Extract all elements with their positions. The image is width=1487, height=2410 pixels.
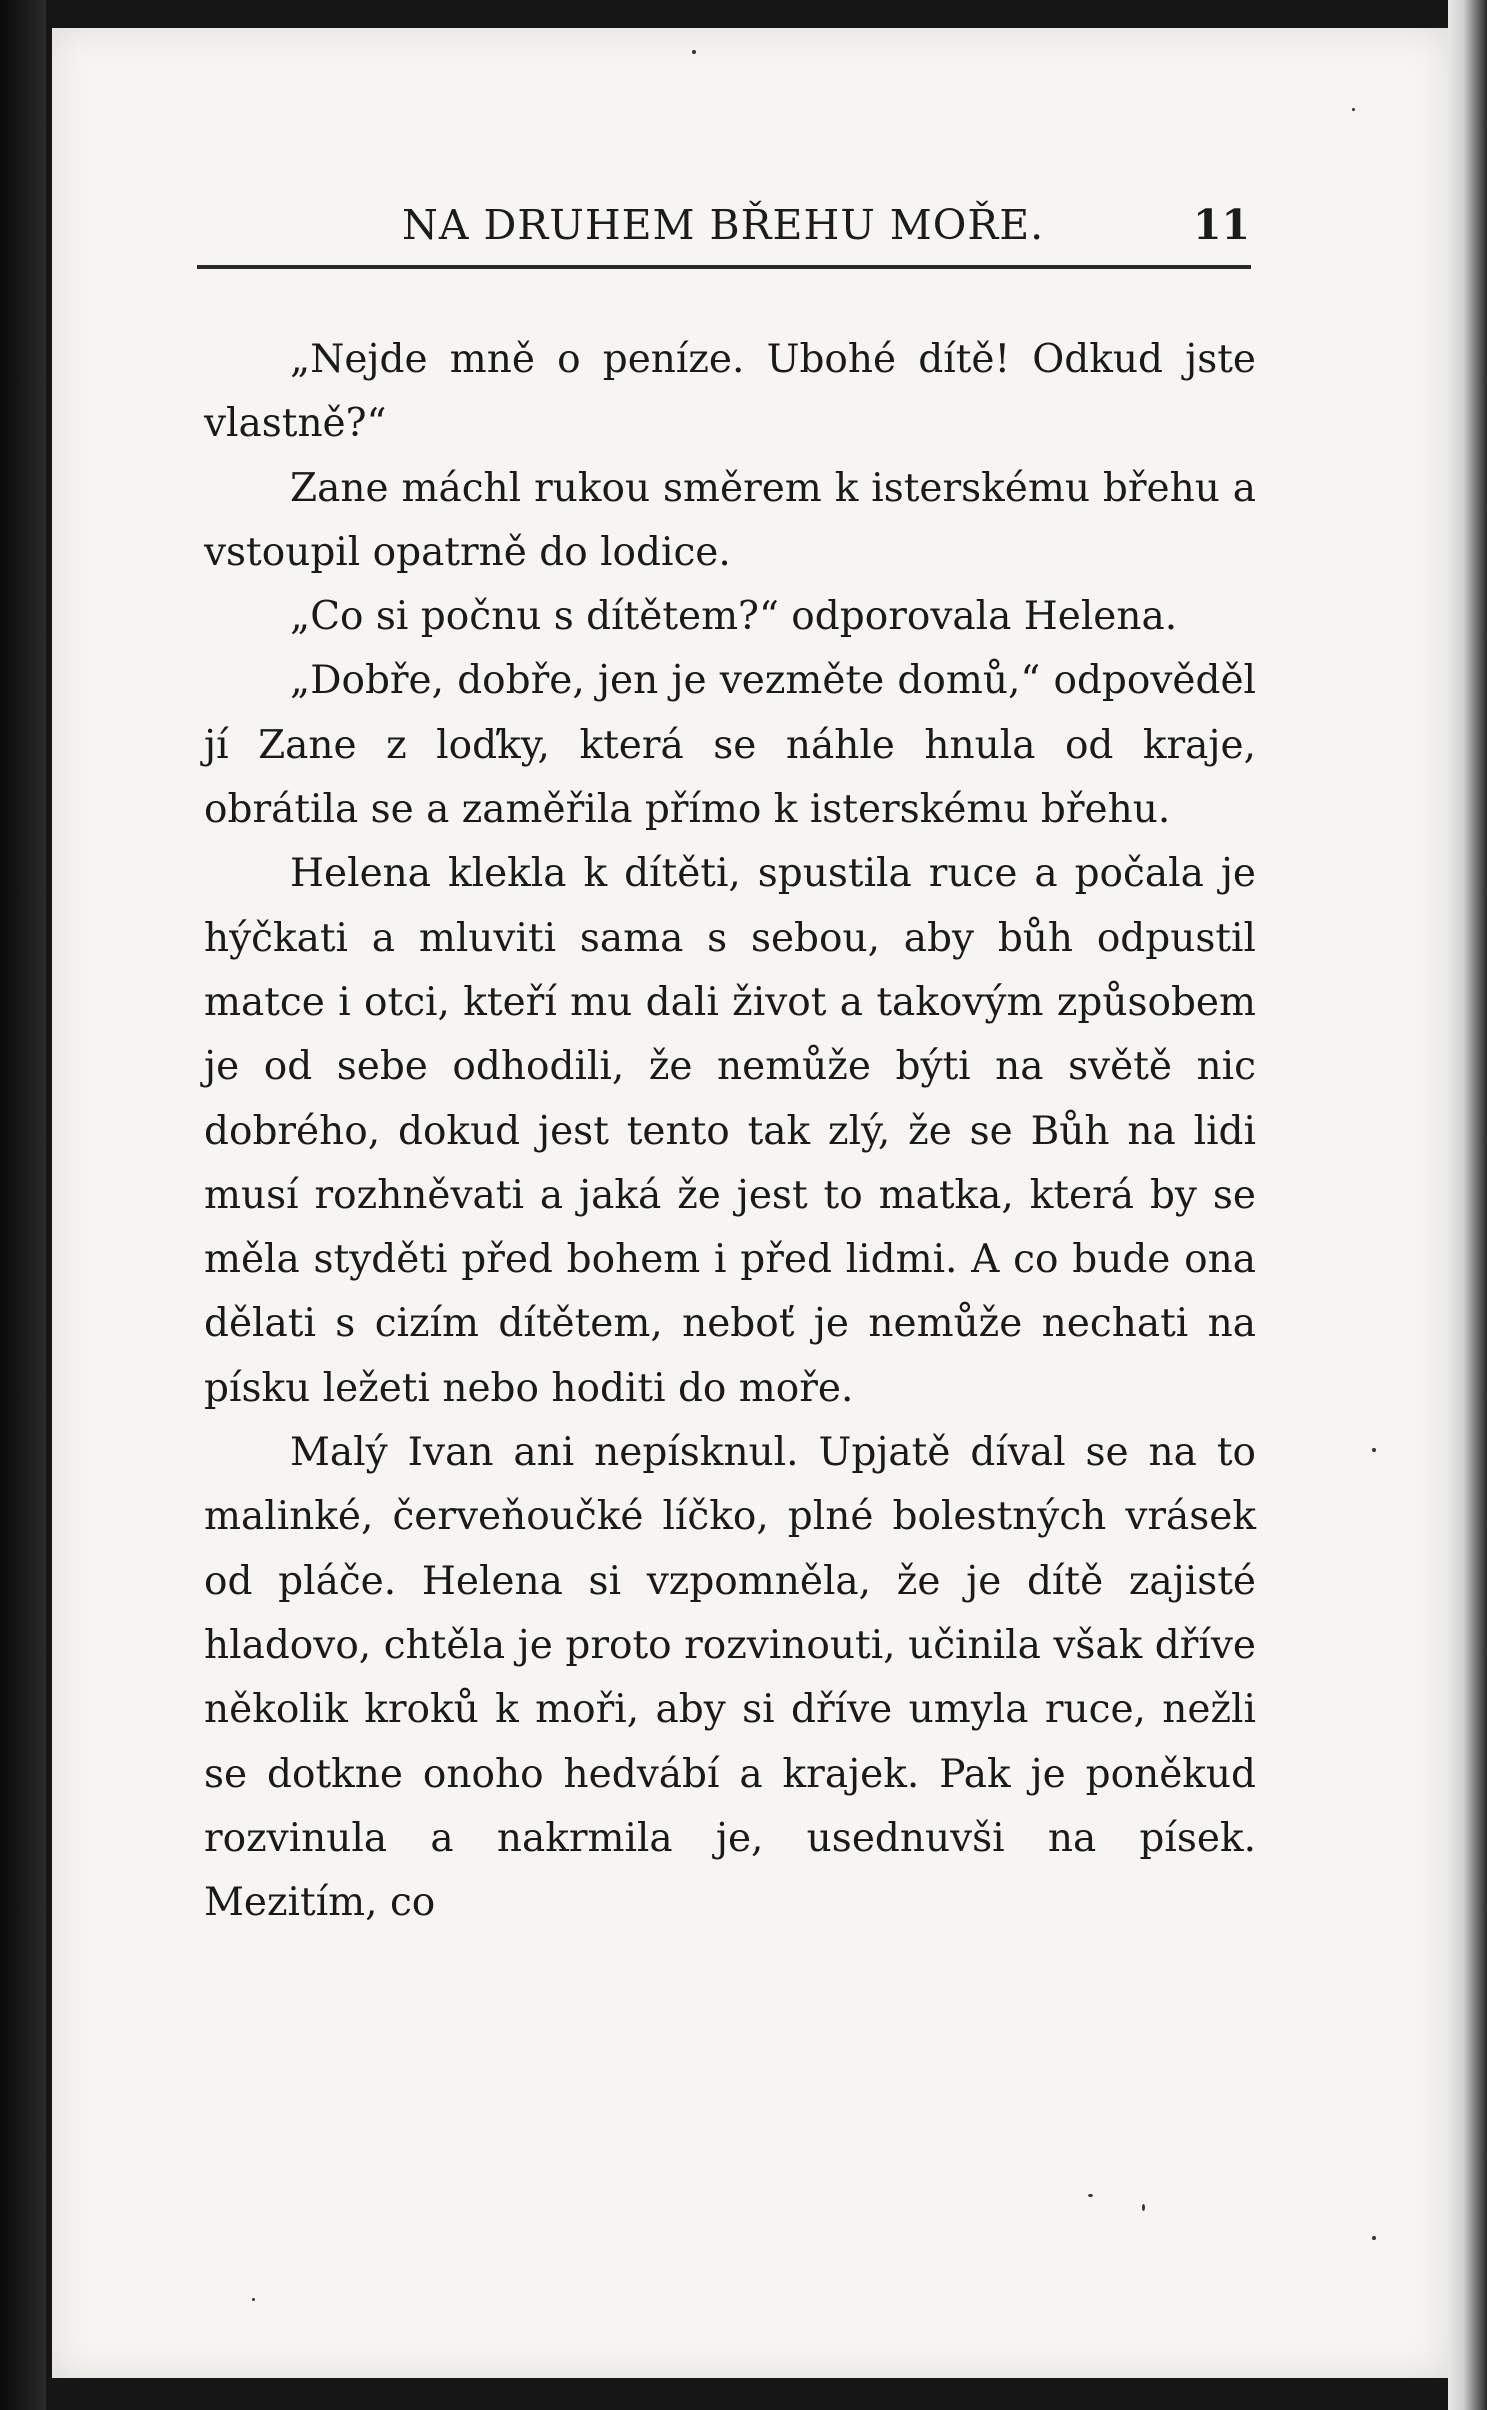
book-spine-shadow bbox=[0, 0, 46, 2410]
header-rule bbox=[197, 265, 1251, 269]
paragraph: Malý Ivan ani nepísknul. Upjatě díval se na to malinké, červeňoučké líčko, plné bolestných vrásek od pláče. Helena si vzpomněla, že je dítě zajisté hladovo, chtěla je proto rozvinouti, učinila však dříve několik kroků k moři, aby si dříve umyla ruce, nežli se dotkne onoho hedvábí a krajek. Pak je poněkud rozvinula a nakrmila je, usednuvši na písek. Mezitím, co bbox=[204, 1430, 1256, 1926]
body-text bbox=[204, 328, 1256, 1935]
paper-speck bbox=[1352, 108, 1355, 111]
running-title: NA DRUHEM BŘEHU MOŘE. bbox=[402, 201, 1045, 249]
paragraph: „Nejde mně o peníze. Ubohé dítě! Odkud jste vlastně?“ bbox=[204, 337, 1256, 447]
running-header bbox=[200, 198, 1250, 252]
paper-speck bbox=[1372, 2236, 1376, 2240]
page-edge bbox=[1448, 0, 1487, 2410]
paper-speck bbox=[252, 2298, 255, 2301]
paragraph: „Dobře, dobře, jen je vezměte domů,“ odpověděl jí Zane z loďky, která se náhle hnula od kraje, obrátila se a zaměřila přímo k isterskému břehu. bbox=[204, 658, 1256, 833]
paragraph: Zane máchl rukou směrem k isterskému břehu a vstoupil opatrně do lodice. bbox=[204, 465, 1256, 575]
page-number: 11 bbox=[1192, 201, 1250, 249]
paragraph: Helena klekla k dítěti, spustila ruce a počala je hýčkati a mluviti sama s sebou, aby bůh odpustil matce i otci, kteří mu dali život a takovým způsobem je od sebe odhodili, že nemůže býti na světě nic dobrého, dokud jest tento tak zlý, že se Bůh na lidi musí rozhněvati a jaká že jest to matka, která by se měla styděti před bohem i před lidmi. A co bude ona dělati s cizím dítětem, neboť je nemůže nechati na písku ležeti nebo hoditi do moře. bbox=[204, 851, 1256, 1411]
paper-speck bbox=[1142, 2204, 1145, 2211]
paper-speck bbox=[692, 50, 696, 54]
paper-speck bbox=[1372, 1448, 1376, 1452]
paragraph: „Co si počnu s dítětem?“ odporovala Helena. bbox=[290, 594, 1178, 640]
paper-speck bbox=[1088, 2194, 1093, 2197]
